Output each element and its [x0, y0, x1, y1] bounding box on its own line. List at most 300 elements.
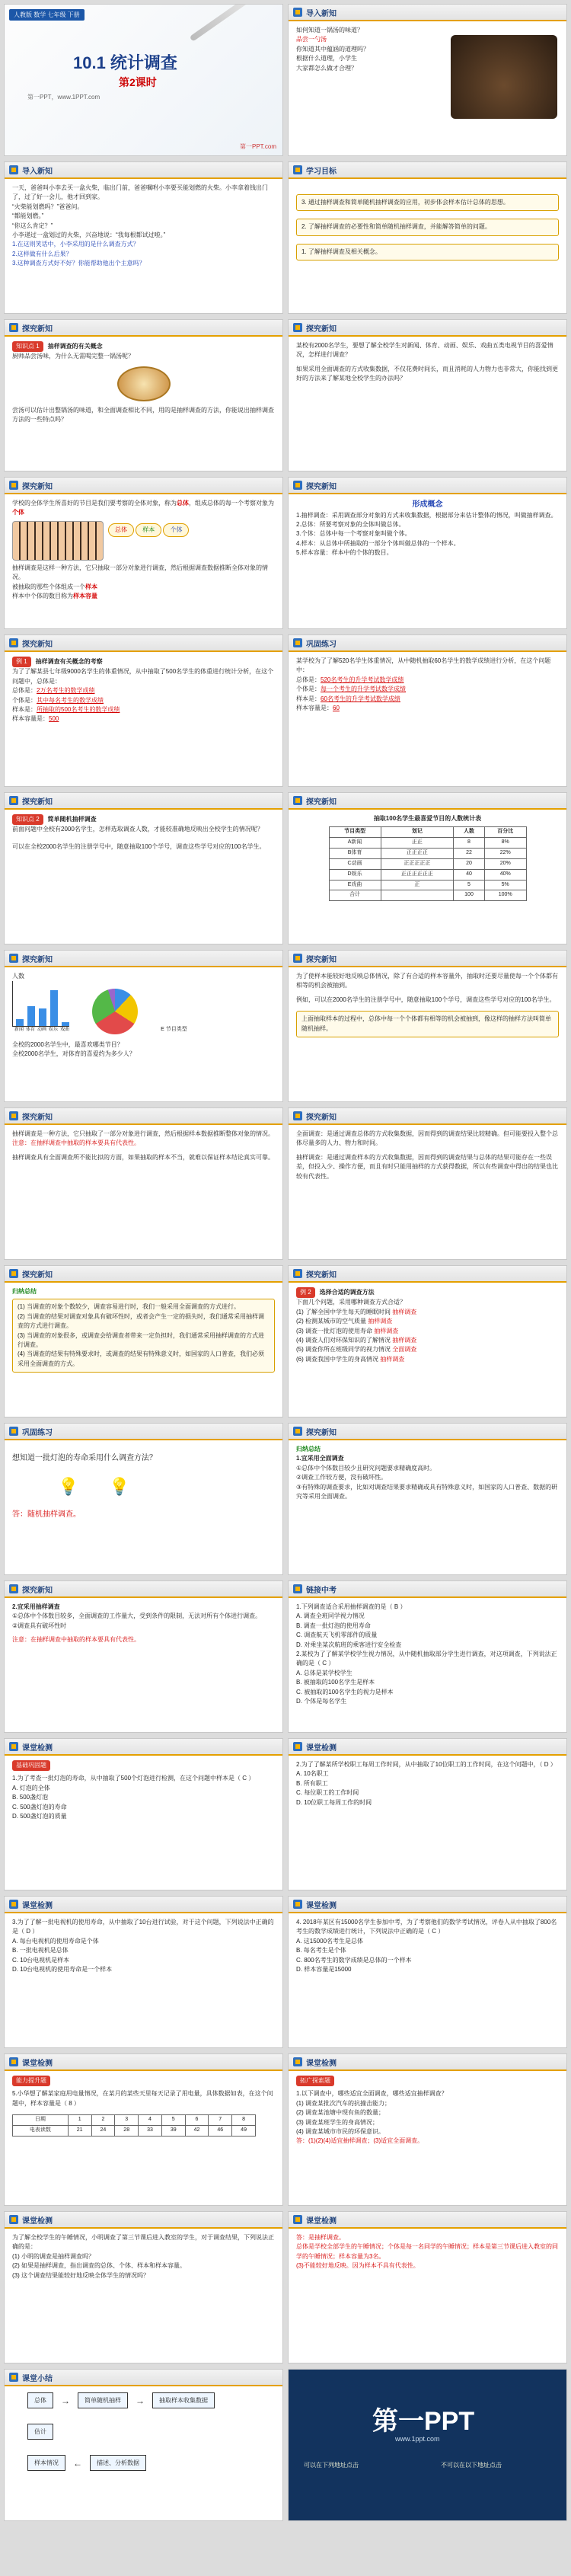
cell: 正正正正正正 [381, 869, 453, 880]
section-icon [9, 796, 18, 805]
section-icon [9, 1111, 18, 1120]
field-label: 样本容量是： [296, 704, 333, 711]
cell: 100 [454, 890, 485, 901]
slide-header [5, 793, 282, 810]
option: D. 500盏灯泡的质量 [12, 1812, 67, 1820]
section-icon [293, 2215, 302, 2224]
list-item: (3) 这个调查结果能较好地反映全体学生的情况吗？ [12, 2271, 149, 2279]
list-item: (2) 如果是抽样调查，指出调查的总体、个体、样本和样本容量。 [12, 2262, 186, 2270]
answer-1: 品尝一勺汤 [296, 36, 327, 43]
individual-term: 个体 [12, 509, 24, 516]
arrow-icon: → [61, 2395, 70, 2406]
section-icon [9, 1900, 18, 1909]
list-item [296, 1327, 559, 1336]
story-p3: “都能划燃。” [12, 213, 44, 220]
slide-header [5, 951, 282, 967]
cell: 正正正正正 [381, 858, 453, 869]
section-icon [293, 1900, 302, 1909]
brand-url[interactable]: www.1ppt.com [395, 2435, 440, 2443]
cell: 46 [209, 2126, 232, 2137]
header-title: 探究新知 [306, 324, 337, 334]
slide-header [289, 1424, 566, 1440]
slide-header [289, 162, 566, 179]
cover-site: 第一PPT，www.1PPT.com [27, 94, 100, 101]
bar-anime [39, 1008, 46, 1027]
cell: 1 [68, 2115, 91, 2126]
node-sample-info: 样本情况 [27, 2455, 65, 2471]
slide-header [5, 320, 282, 337]
story-q2: 2.这样做有什么后果？ [12, 250, 72, 257]
header-title: 巩固练习 [306, 640, 337, 649]
knowledge-tag: 知识点 1 [12, 341, 43, 352]
slide-header [5, 2054, 282, 2071]
option: A. 总体是某学校学生 [296, 1669, 352, 1676]
section-icon [293, 323, 302, 332]
knowledge-tag: 知识点 2 [12, 814, 43, 825]
header-title: 巩固练习 [22, 1428, 53, 1437]
question-2: 你知道其中蕴涵的道理吗？ [296, 45, 369, 53]
bulb-icon: 💡 [58, 1476, 79, 1496]
pie-label: E 节目类型 [161, 1026, 187, 1032]
question-1: 如何知道一锅汤的味道？ [296, 27, 363, 34]
table-row [329, 838, 526, 849]
cell: 39 [161, 2126, 185, 2137]
chart-q2: 全校2000名学生，对体育的喜爱约为多少人？ [12, 1050, 136, 1058]
item-text: (1) 了解全国中学生每天的睡眠时间 [296, 1308, 391, 1315]
concept-line2: 尝汤可以估计出整锅汤的味道，和全面调查相比不同，用的是抽样调查的方法，你能说出抽样调查方法的一些特点吗？ [12, 406, 274, 423]
summary-heading: 1.宜采用全面调查 [296, 1455, 344, 1462]
table-row [329, 858, 526, 869]
section-icon [293, 1111, 302, 1120]
slide-header [289, 951, 566, 967]
concept-item-2: 2.总体：所要考察对象的全体叫做总体。 [296, 520, 405, 528]
slide-header [5, 1739, 282, 1756]
story-p5: 小李递过一盒划过的火柴，兴奋地说：“我每根都试过啦。” [12, 231, 166, 238]
survey-p1: 某校有2000名学生，要想了解全校学生对新闻、体育、动画、娱乐、戏曲五类电视节目的喜爱情况，怎样进行调查？ [296, 342, 553, 359]
section-icon [9, 2373, 18, 2382]
header-title: 课堂检测 [22, 1743, 53, 1753]
slide-practice-bulb[interactable] [4, 1423, 283, 1575]
section-icon [9, 1742, 18, 1751]
example-question: 下面几个问题，采用哪种调查方式合适？ [296, 1299, 406, 1306]
bar-axis-label: 人数 [12, 973, 24, 980]
cover-foot: 第一PPT.com [239, 143, 276, 150]
slide-header [5, 162, 282, 179]
slide-quiz-3[interactable] [4, 1896, 283, 2048]
concept-item-1: 1.抽样调查：采用调查部分对象的方式来收集数据，根据部分来估计整体的情况，叫做抽样调查。 [296, 511, 557, 519]
list-item: (2) 调查某池塘中现有鱼的数量； [296, 2109, 384, 2117]
slide-header [289, 478, 566, 494]
cell: 8 [232, 2115, 256, 2126]
soup-photo [451, 35, 557, 119]
summary-i4: (4) 当调查的结果有特殊要求时，或调查的结果有特殊意义时，如国家的人口普查，我们必须采用全面调查的方式。 [18, 1350, 264, 1367]
cell: B体育 [329, 849, 381, 859]
field-label: 样本容量是： [12, 715, 49, 723]
answer-population: 520名考生的升学考试数学成绩 [321, 676, 404, 683]
exam-q2: 2.某校为了了解某学校学生视力情况，从中随机抽取部分学生进行调查，对这项调查，下列说法正确的是（ C ） [296, 1650, 557, 1667]
bar-chart [12, 981, 69, 1027]
header-title: 探究新知 [22, 1586, 53, 1595]
slide-quiz-5[interactable] [4, 2053, 283, 2206]
item-answer: 抽样调查 [392, 1336, 417, 1344]
option: C. 500盏灯泡的寿命 [12, 1803, 67, 1811]
cell: 28 [115, 2126, 139, 2137]
slide-simple-random[interactable] [288, 950, 567, 1102]
header-title: 课堂检测 [22, 2216, 53, 2226]
cell [381, 890, 453, 901]
header-title: 课堂检测 [22, 1901, 53, 1910]
pop-p1b: 组成总体的每一个考察对象为 [195, 500, 274, 507]
label-individual: 个体 [163, 523, 189, 537]
answer-sample-size: 60 [333, 704, 340, 711]
header-title: 链接中考 [306, 1586, 337, 1595]
cell: 7 [209, 2115, 232, 2126]
cell: 100% [484, 890, 526, 901]
slide-summary-map[interactable] [4, 2369, 283, 2521]
slide-header [289, 1266, 566, 1283]
section-icon [9, 1584, 18, 1593]
sm-p1: 抽样调查是一种方法，它只抽取了一部分对象进行调查，然后根据样本数据推断整体对象的情况。 [12, 1130, 274, 1137]
cell: 33 [139, 2126, 162, 2137]
cmp-p1: 全面调查：是通过调查总体的方式收集数据，因而得到的调查结果比较精确。但可能要投入整个总体尽量多的人力、物力和时间。 [296, 1130, 558, 1147]
slide-quiz-2[interactable] [288, 1738, 567, 1890]
cell: 8 [454, 838, 485, 849]
tally-table [329, 826, 527, 901]
random-p2: 可以在全校2000名学生的注册学号中，随意抽取100个学号，调查这些学号对应的100名学生。 [12, 842, 266, 850]
section-icon [293, 8, 302, 17]
option: C. 800名考生的数学成绩是总体的一个样本 [296, 1956, 412, 1964]
difficulty-tag: 能力提升题 [12, 2076, 50, 2086]
goal-3: 3. 通过抽样调查和简单随机抽样调查的应用，初步体会样本估计总体的思想。 [296, 194, 559, 211]
example-title: 抽样调查有关概念的考察 [35, 658, 103, 665]
cell: 42 [185, 2126, 209, 2137]
cell: 5 [161, 2115, 185, 2126]
cell: 日期 [13, 2115, 69, 2126]
cell: 5 [454, 880, 485, 890]
header-title: 探究新知 [306, 1428, 337, 1437]
col-header: 划记 [381, 827, 453, 838]
slide-header [289, 1739, 566, 1756]
example-title: 选择合适的调查方法 [319, 1289, 375, 1296]
header-title: 探究新知 [306, 955, 337, 964]
header-title: 探究新知 [306, 797, 337, 807]
survey-p2: 如果采用全面调查的方式收集数据，不仅花费时间长，而且消耗的人力物力也非常大，你能找到更好的方法来了解某地全校学生的办法吗？ [296, 365, 558, 382]
col-header: 节目类型 [329, 827, 381, 838]
header-title: 探究新知 [22, 955, 53, 964]
field-label: 总体是： [296, 676, 321, 683]
slide-quiz-6[interactable] [288, 2053, 567, 2206]
field-label: 总体是： [12, 687, 37, 695]
exam-q1: 1.下列调查适合采用抽样调查的是（ B ） [296, 1603, 407, 1610]
difficulty-tag: 拓广探索题 [296, 2076, 334, 2086]
header-title: 探究新知 [22, 640, 53, 649]
quiz-question: 5.小华想了解某家庭用电量情况，在某月的某些天里每天记录了用电量，具体数据如表，在这个问题中，样本容量是（ 8 ） [12, 2090, 273, 2107]
bar-news [16, 1019, 24, 1026]
item-text: (2) 检测某城市的空气质量 [296, 1318, 366, 1325]
option: B. 500盏灯泡 [12, 1794, 49, 1801]
sm-p2: 注意：在抽样调查中抽取的样本要具有代表性。 [12, 1139, 140, 1147]
concept-line1: 厨师品尝汤味，为什么无需喝完整一锅汤呢？ [12, 353, 134, 360]
header-title: 学习目标 [306, 167, 337, 176]
section-icon [293, 1742, 302, 1751]
slide-header [289, 1897, 566, 1913]
cell: 40% [484, 869, 526, 880]
pop-p2: 抽样调查是这样一种方法，它只抽取一部分对象进行调查，然后根据调查数据推断全体对象的情况。 [12, 564, 268, 581]
summary-i3: (3) 当调查的对象很多，或调查会给调查者带来一定负担时，我们通常采用抽样调查的方式进行调查。 [18, 1331, 264, 1348]
option: B. 每名考生是个体 [296, 1947, 346, 1954]
option: D. 对乘坐某次航班的乘客进行安全检查 [296, 1641, 402, 1648]
cell: 4 [139, 2115, 162, 2126]
cell: A新闻 [329, 838, 381, 849]
slide-school-survey[interactable] [288, 319, 567, 471]
list-item [296, 1336, 559, 1345]
slide-goals[interactable] [288, 161, 567, 314]
header-title: 探究新知 [22, 324, 53, 334]
slide-quiz-7[interactable] [4, 2211, 283, 2363]
slide-header [289, 635, 566, 652]
field-label: 个体是： [296, 686, 321, 693]
header-title: 导入新知 [22, 167, 53, 176]
summary-i1: (1) 当调查的对象个数较少，调查容易进行时，我们一般采用全面调查的方式进行。 [18, 1303, 240, 1311]
option: A. 这15000名考生是总体 [296, 1937, 364, 1945]
slide-grid [4, 4, 567, 2526]
cell: 5% [484, 880, 526, 890]
slide-sampling-method[interactable] [4, 1107, 283, 1260]
cell: 49 [232, 2126, 256, 2137]
cover-slide[interactable] [4, 4, 283, 156]
summary-i2: ②调查工作较方便，没有破坏性。 [296, 1474, 388, 1481]
story-p2: “火柴能划燃吗？”爸爸问。 [12, 203, 84, 210]
table-row [329, 880, 526, 890]
option: D. 10台电视机的使用寿命是一个样本 [12, 1965, 113, 1973]
slide-example-2[interactable] [288, 1265, 567, 1417]
concept-title: 抽样调查的有关概念 [47, 343, 103, 350]
header-title: 探究新知 [22, 1270, 53, 1280]
slide-sampling-fit[interactable] [4, 1580, 283, 1733]
pop-p3: 被抽取的那些个体组成一个 [12, 583, 85, 590]
option: A. 灯泡的全体 [12, 1784, 50, 1791]
cell: 正正 [381, 838, 453, 849]
fit-i2: ②调查具有破坏性时 [12, 1622, 67, 1629]
sample-size-term: 样本容量 [73, 592, 97, 599]
story-q1: 1.在这则笑话中，小李采用的是什么调查方式？ [12, 241, 139, 248]
quiz-para: 为了解全校学生的午睡情况，小明调查了第三节课后进入教室的学生，对于调查结果，下列说法正确的是： [12, 2234, 274, 2251]
table-caption: 抽取100名学生最喜爱节目的人数统计表 [373, 815, 482, 822]
pie-chart [92, 989, 138, 1034]
table-row [329, 869, 526, 880]
header-title: 探究新知 [22, 797, 53, 807]
answer-individual: 每一个考生的升学考试数学成绩 [321, 686, 406, 693]
story-p4: “你这么肯定？” [12, 222, 53, 229]
slide-header [5, 1266, 282, 1283]
slide-exam-link[interactable] [288, 1580, 567, 1733]
section-icon [293, 954, 302, 963]
quiz-question: 1.为了考查一批灯泡的寿命，从中抽取了500个灯泡进行检测，在这个问题中样本是（ C ） [12, 1775, 255, 1782]
bar-cat: 体育 [26, 1028, 36, 1033]
field-label: 个体是： [12, 696, 37, 704]
quiz-question: 2.为了了解某所学校职工每周工作时间，从中抽取了10位职工的工作时间，在这个问题中，（ D ） [296, 1761, 557, 1768]
students-image [12, 521, 104, 561]
section-icon [293, 165, 302, 174]
arrow-icon: ← [73, 2457, 82, 2469]
slide-comparison[interactable] [288, 1107, 567, 1260]
option: A. 10名职工 [296, 1770, 329, 1778]
concept-item-4: 4.样本：从总体中所抽取的一部分个体叫做总体的一个样本。 [296, 539, 460, 547]
quiz-answer: 答：(1)(2)(4)适宜抽样调查；(3)适宜全面调查。 [296, 2137, 424, 2145]
slide-header [289, 1581, 566, 1598]
slide-concept-1[interactable] [4, 319, 283, 471]
node-srs: 简单随机抽样 [78, 2392, 128, 2408]
section-icon [9, 1427, 18, 1436]
slide-header [5, 2370, 282, 2386]
header-title: 探究新知 [306, 1113, 337, 1122]
example-question: 为了了解某县七年级9000名学生的体重情况，从中抽取了500名学生的体重进行统计分析，在这个问题中，总体是： [12, 668, 274, 685]
slide-charts[interactable] [4, 950, 283, 1102]
slide-header [5, 1108, 282, 1125]
cell: 24 [91, 2126, 115, 2137]
topic-title: 简单随机抽样调查 [47, 816, 97, 823]
slide-practice-1[interactable] [288, 634, 567, 787]
answer-sample-size: 500 [49, 715, 59, 723]
header-title: 课堂检测 [306, 1743, 337, 1753]
table-row [13, 2126, 256, 2137]
slide-header [289, 1108, 566, 1125]
field-label: 样本是： [12, 705, 37, 713]
cell: 20% [484, 858, 526, 869]
example-tag: 例 2 [296, 1287, 315, 1298]
slide-population-sample[interactable]: 探究新知 学校的全体学生所喜好的节目是我们要考察的全体对象，称为总体，组成总体的每一个考察对象为个体 总体 样本 个体 抽样调查是这样一种方法，它只抽取一部分对象进行调查，然后根据调查数据推断全体对象的情况。 被抽取的那些个体组成一个样本 样本中个体的数目称为样本容量 [4, 477, 283, 629]
slide-header [5, 1424, 282, 1440]
quiz-question: 4. 2018年某区有15000名学生参加中考，为了考察他们的数学考试情况，评卷人从中抽取了800名考生的数学成绩进行统计，下列说法中正确的是（ C ） [296, 1919, 557, 1935]
pop-p4: 样本中个体的数目称为 [12, 592, 73, 599]
label-sample: 样本 [136, 523, 161, 537]
slide-intro-matches[interactable] [4, 161, 283, 314]
answer-population: 2万名考生的数学成绩 [37, 687, 95, 695]
pop-p1: 学校的全体学生所喜好的节目是我们要考察的全体对象，称为 [12, 500, 177, 507]
summary-i1: ①总体中个体数目较少且研究问题要求精确度高时。 [296, 1464, 436, 1472]
bar-cat: 新闻 [14, 1028, 24, 1033]
header-title: 探究新知 [306, 1270, 337, 1280]
sm-p3: 抽样调查具有全面调查所不能比拟的方面，如果抽取的样本不当，就难以保证样本结论真实可靠。 [12, 1153, 274, 1161]
slide-header [289, 320, 566, 337]
header-title: 课堂检测 [306, 1901, 337, 1910]
slide-summary-2[interactable] [288, 1423, 567, 1575]
brand-logo: 第一PPT [372, 2407, 475, 2436]
header-title: 探究新知 [22, 482, 53, 491]
answer-individual: 其中每名考生的数学成绩 [37, 696, 104, 704]
cell: 21 [68, 2126, 91, 2137]
cell: 8% [484, 838, 526, 849]
section-icon [9, 323, 18, 332]
cell: 40 [454, 869, 485, 880]
bar-entertainment [50, 990, 58, 1026]
cell: 电表读数 [13, 2126, 69, 2137]
option: D. 10位职工每周工作的时间 [296, 1798, 372, 1806]
option: C. 被抽取的100名学生的视力是样本 [296, 1688, 394, 1695]
node-collect: 抽取样本收集数据 [152, 2392, 215, 2408]
list-item: (1) 调查某批次汽车的抗撞击能力； [296, 2099, 391, 2107]
item-answer: 抽样调查 [368, 1318, 393, 1325]
slide-quiz-1[interactable] [4, 1738, 283, 1890]
slide-concepts[interactable] [288, 477, 567, 629]
bar-cat: 戏曲 [60, 1028, 70, 1033]
quiz-question: 3.为了了解一批电视机的使用寿命，从中抽取了10台进行试验，对于这个问题，下列说法中正确的是（ D ） [12, 1919, 274, 1935]
slide-intro-soup[interactable] [288, 4, 567, 156]
slide-quiz-4[interactable] [288, 1896, 567, 2048]
slide-example-1[interactable] [4, 634, 283, 787]
cell: 正正正正 [381, 849, 453, 859]
label-population: 总体 [108, 523, 134, 537]
option: A. 每台电视机的使用寿命是个体 [12, 1937, 99, 1945]
practice-question: 某学校为了了解520名学生体重情况，从中随机抽取60名学生的数学成绩进行分析，在这个问题中： [296, 657, 551, 674]
slide-header [5, 1581, 282, 1598]
slide-header [289, 5, 566, 21]
section-icon [293, 2057, 302, 2066]
header-title: 课堂小结 [22, 2374, 53, 2383]
fit-i1: ①总体中个体数目较多，全面调查的工作量大，受到条件的限制，无法对所有个体进行调查。 [12, 1612, 262, 1620]
node-analyze: 描述、分析数据 [90, 2455, 146, 2471]
sr-p3: 上面抽取样本的过程中，总体中每一个个体都有相等的机会被抽到，像这样的抽样方法叫简单随机抽样。 [296, 1011, 559, 1037]
slide-header [5, 478, 282, 494]
bar-cat: 娱乐 [49, 1028, 59, 1033]
section-icon [9, 954, 18, 963]
bulb-icon: 💡 [109, 1476, 130, 1496]
goal-1: 1. 了解抽样调查及相关概念。 [296, 244, 559, 260]
concept-item-5: 5.样本容量：样本中的个体的数目。 [296, 549, 393, 557]
section-icon [9, 481, 18, 490]
slide-quiz-8[interactable] [288, 2211, 567, 2363]
cell: 合计 [329, 890, 381, 901]
chart-q1: 全校的2000名学生中，最喜欢哪类节目？ [12, 1040, 123, 1048]
slide-end[interactable] [288, 2369, 567, 2521]
cell: 22 [454, 849, 485, 859]
option: D. 个体是每名学生 [296, 1697, 347, 1705]
slide-header [5, 1897, 282, 1913]
item-text: (5) 调查你所在班级同学的视力情况 [296, 1346, 391, 1354]
section-icon [293, 481, 302, 490]
soup-pot-image [117, 366, 171, 401]
header-title: 探究新知 [306, 482, 337, 491]
cmp-p2: 抽样调查：是通过调查样本的方式收集数据，因而得到的调查结果与总体的结果可能存在一些误差，但投入少、操作方便，而且有时只能用抽样的方式获得数据，所以有些调查中得出的结果也比较有代表性。 [296, 1153, 558, 1180]
cell: 20 [454, 858, 485, 869]
goal-2: 2. 了解抽样调查的必要性和简单随机抽样调查，并能解答简单的问题。 [296, 219, 559, 235]
section-icon [9, 165, 18, 174]
cell: 2 [91, 2115, 115, 2126]
header-title: 导入新知 [306, 9, 337, 18]
bar-sports [27, 1006, 35, 1026]
table-row [329, 890, 526, 901]
header-title: 探究新知 [22, 1113, 53, 1122]
quiz-answer-3: (3)不能较好地反映。因为样本不具有代表性。 [296, 2262, 419, 2270]
question-3: 根据什么道理，小学生 [296, 55, 357, 62]
cell: D娱乐 [329, 869, 381, 880]
summary-title: 归纳总结 [296, 1446, 321, 1453]
section-icon [9, 638, 18, 647]
sample-term: 样本 [85, 583, 97, 590]
section-icon [9, 2215, 18, 2224]
item-answer: 全面调查 [392, 1346, 417, 1354]
slide-random-sampling[interactable] [4, 792, 283, 944]
option: C. 调查航天飞机零部件的质量 [296, 1632, 378, 1639]
col-header: 人数 [454, 827, 485, 838]
item-answer: 抽样调查 [392, 1308, 417, 1315]
list-item: (1) 小明的调查是抽样调查吗？ [12, 2252, 94, 2260]
option: C. 10台电视机是样本 [12, 1956, 70, 1964]
slide-summary-1[interactable] [4, 1265, 283, 1417]
slide-tally-table[interactable] [288, 792, 567, 944]
story-p1: 一天，爸爸叫小李去买一盒火柴，临出门前，爸爸嘱咐小李要买能划燃的火柴。小李拿着钱出门了，过了好一会儿，他才回到家。 [12, 184, 268, 201]
link-col-2: 不可以在以下地址点击 [441, 2462, 502, 2469]
